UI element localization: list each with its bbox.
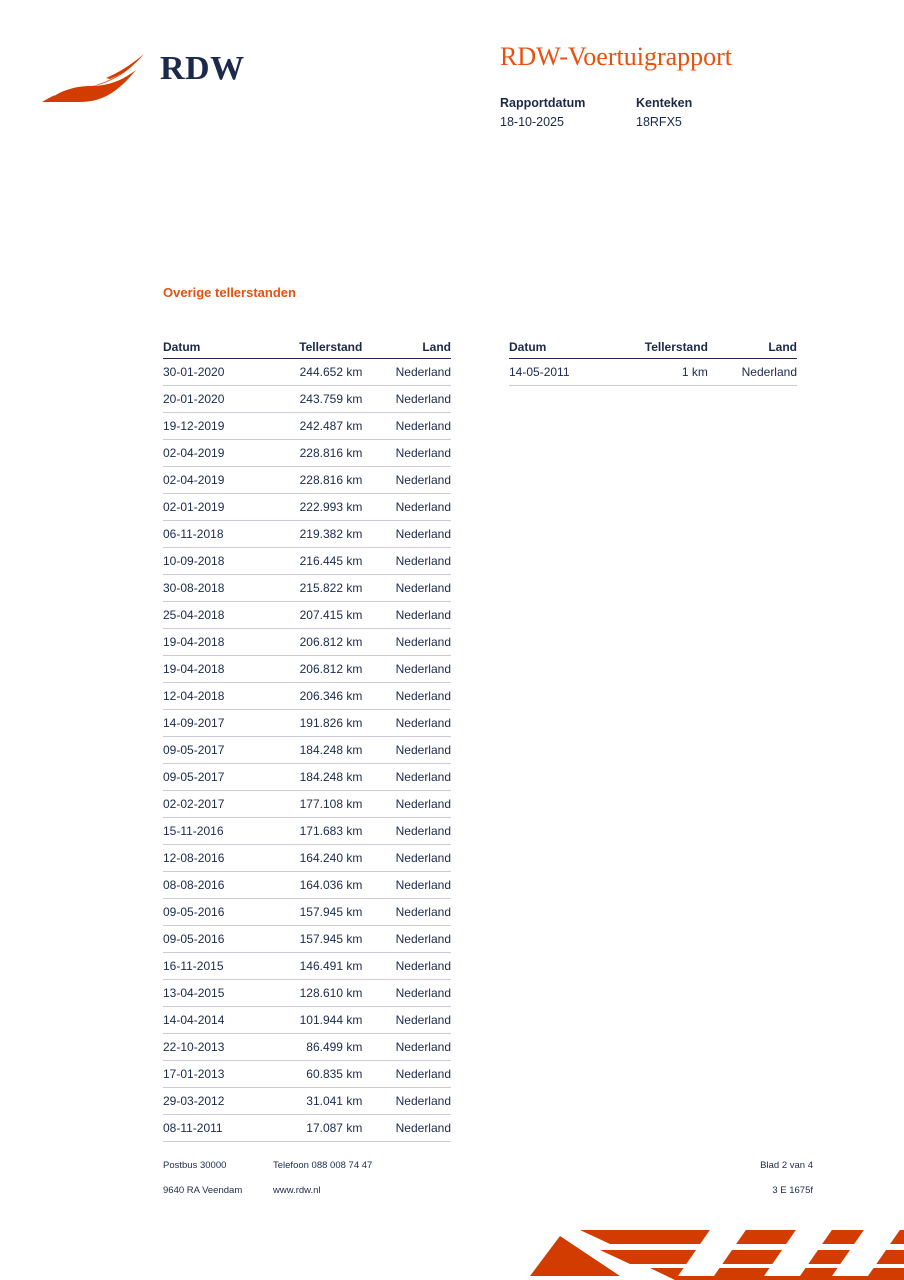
cell-land: Nederland <box>362 683 451 710</box>
cell-tellerstand: 86.499 km <box>261 1034 362 1061</box>
cell-land: Nederland <box>362 548 451 575</box>
cell-tellerstand: 157.945 km <box>261 899 362 926</box>
rdw-logo-icon <box>40 52 150 108</box>
cell-tellerstand: 164.036 km <box>261 872 362 899</box>
cell-tellerstand: 206.812 km <box>261 656 362 683</box>
cell-tellerstand: 157.945 km <box>261 926 362 953</box>
cell-datum: 19-12-2019 <box>163 413 261 440</box>
column-header-land: Land <box>362 340 451 359</box>
table-row <box>163 575 451 602</box>
footer-address-line-1: Postbus 30000 <box>163 1160 227 1171</box>
cell-tellerstand: 171.683 km <box>261 818 362 845</box>
report-date-label: Rapportdatum <box>500 96 586 110</box>
cell-datum: 17-01-2013 <box>163 1061 261 1088</box>
table-row <box>163 818 451 845</box>
cell-datum: 20-01-2020 <box>163 386 261 413</box>
license-plate-label: Kenteken <box>636 96 693 110</box>
cell-tellerstand: 222.993 km <box>261 494 362 521</box>
table-row <box>163 683 451 710</box>
cell-land: Nederland <box>362 764 451 791</box>
table-row <box>163 548 451 575</box>
cell-datum: 22-10-2013 <box>163 1034 261 1061</box>
table-row <box>163 1115 451 1142</box>
cell-datum: 30-01-2020 <box>163 359 261 386</box>
column-header-datum: Datum <box>509 340 606 359</box>
table-row <box>163 737 451 764</box>
table-row <box>163 521 451 548</box>
cell-land: Nederland <box>362 656 451 683</box>
cell-datum: 19-04-2018 <box>163 656 261 683</box>
table-row <box>163 1034 451 1061</box>
column-header-land: Land <box>708 340 797 359</box>
cell-land: Nederland <box>362 1007 451 1034</box>
table-row <box>163 1088 451 1115</box>
cell-land: Nederland <box>362 494 451 521</box>
cell-tellerstand: 242.487 km <box>261 413 362 440</box>
cell-land: Nederland <box>362 1061 451 1088</box>
footer-page-info: Blad 2 van 4 <box>760 1160 813 1171</box>
cell-tellerstand: 207.415 km <box>261 602 362 629</box>
cell-datum: 15-11-2016 <box>163 818 261 845</box>
column-header-datum: Datum <box>163 340 261 359</box>
rdw-logo-text: RDW <box>160 50 245 87</box>
cell-datum: 14-05-2011 <box>509 359 606 386</box>
cell-land: Nederland <box>362 980 451 1007</box>
table-row <box>163 1061 451 1088</box>
license-plate-value: 18RFX5 <box>636 115 682 129</box>
cell-datum: 09-05-2017 <box>163 764 261 791</box>
cell-land: Nederland <box>708 359 797 386</box>
cell-datum: 09-05-2017 <box>163 737 261 764</box>
section-title-overige-tellerstanden: Overige tellerstanden <box>163 285 296 300</box>
footer-website[interactable]: www.rdw.nl <box>273 1185 321 1196</box>
cell-tellerstand: 216.445 km <box>261 548 362 575</box>
cell-land: Nederland <box>362 953 451 980</box>
rdw-logo <box>40 38 300 118</box>
cell-land: Nederland <box>362 386 451 413</box>
cell-datum: 02-04-2019 <box>163 440 261 467</box>
cell-datum: 13-04-2015 <box>163 980 261 1007</box>
cell-land: Nederland <box>362 1088 451 1115</box>
table-row <box>163 845 451 872</box>
cell-tellerstand: 146.491 km <box>261 953 362 980</box>
cell-datum: 10-09-2018 <box>163 548 261 575</box>
cell-land: Nederland <box>362 710 451 737</box>
cell-land: Nederland <box>362 872 451 899</box>
table-header-row <box>163 340 451 359</box>
cell-datum: 02-01-2019 <box>163 494 261 521</box>
cell-tellerstand: 184.248 km <box>261 737 362 764</box>
table-row <box>163 1007 451 1034</box>
cell-land: Nederland <box>362 413 451 440</box>
cell-datum: 09-05-2016 <box>163 899 261 926</box>
cell-datum: 29-03-2012 <box>163 1088 261 1115</box>
cell-land: Nederland <box>362 737 451 764</box>
cell-land: Nederland <box>362 575 451 602</box>
cell-datum: 14-04-2014 <box>163 1007 261 1034</box>
cell-datum: 30-08-2018 <box>163 575 261 602</box>
cell-land: Nederland <box>362 899 451 926</box>
footer-decorative-graphic <box>500 1218 904 1280</box>
table-row <box>509 359 797 386</box>
table-row <box>163 440 451 467</box>
table-row <box>163 980 451 1007</box>
cell-tellerstand: 228.816 km <box>261 467 362 494</box>
cell-land: Nederland <box>362 629 451 656</box>
cell-datum: 08-08-2016 <box>163 872 261 899</box>
footer-address-line-2: 9640 RA Veendam <box>163 1185 243 1196</box>
cell-tellerstand: 206.812 km <box>261 629 362 656</box>
cell-land: Nederland <box>362 845 451 872</box>
cell-land: Nederland <box>362 1034 451 1061</box>
table-row <box>163 656 451 683</box>
footer-form-code: 3 E 1675f <box>772 1185 813 1196</box>
cell-tellerstand: 243.759 km <box>261 386 362 413</box>
odometer-table-left <box>163 340 451 1142</box>
odometer-table-right <box>509 340 797 386</box>
cell-tellerstand: 191.826 km <box>261 710 362 737</box>
cell-datum: 16-11-2015 <box>163 953 261 980</box>
table-header-row <box>509 340 797 359</box>
cell-tellerstand: 1 km <box>606 359 708 386</box>
cell-tellerstand: 101.944 km <box>261 1007 362 1034</box>
cell-land: Nederland <box>362 359 451 386</box>
cell-tellerstand: 206.346 km <box>261 683 362 710</box>
cell-datum: 25-04-2018 <box>163 602 261 629</box>
cell-datum: 14-09-2017 <box>163 710 261 737</box>
table-row <box>163 926 451 953</box>
table-row <box>163 413 451 440</box>
cell-datum: 02-02-2017 <box>163 791 261 818</box>
document-header <box>0 30 904 150</box>
cell-tellerstand: 17.087 km <box>261 1115 362 1142</box>
cell-tellerstand: 128.610 km <box>261 980 362 1007</box>
document-footer <box>163 1160 813 1210</box>
cell-datum: 08-11-2011 <box>163 1115 261 1142</box>
cell-land: Nederland <box>362 818 451 845</box>
footer-contact-line-1: Telefoon 088 008 74 47 <box>273 1160 373 1171</box>
cell-land: Nederland <box>362 791 451 818</box>
cell-tellerstand: 164.240 km <box>261 845 362 872</box>
table-row <box>163 602 451 629</box>
cell-datum: 02-04-2019 <box>163 467 261 494</box>
page-title: RDW-Voertuigrapport <box>500 42 733 71</box>
cell-land: Nederland <box>362 1115 451 1142</box>
cell-tellerstand: 215.822 km <box>261 575 362 602</box>
table-row <box>163 629 451 656</box>
table-row <box>163 764 451 791</box>
table-row <box>163 710 451 737</box>
cell-land: Nederland <box>362 521 451 548</box>
cell-tellerstand: 31.041 km <box>261 1088 362 1115</box>
cell-tellerstand: 184.248 km <box>261 764 362 791</box>
cell-tellerstand: 60.835 km <box>261 1061 362 1088</box>
cell-land: Nederland <box>362 602 451 629</box>
table-row <box>163 386 451 413</box>
cell-tellerstand: 219.382 km <box>261 521 362 548</box>
table-row <box>163 359 451 386</box>
cell-datum: 12-08-2016 <box>163 845 261 872</box>
cell-tellerstand: 228.816 km <box>261 440 362 467</box>
cell-datum: 12-04-2018 <box>163 683 261 710</box>
table-row <box>163 791 451 818</box>
cell-datum: 19-04-2018 <box>163 629 261 656</box>
table-row <box>163 494 451 521</box>
cell-land: Nederland <box>362 467 451 494</box>
table-row <box>163 872 451 899</box>
column-header-tellerstand: Tellerstand <box>261 340 362 359</box>
cell-land: Nederland <box>362 926 451 953</box>
table-row <box>163 953 451 980</box>
table-row <box>163 899 451 926</box>
cell-land: Nederland <box>362 440 451 467</box>
cell-tellerstand: 177.108 km <box>261 791 362 818</box>
cell-tellerstand: 244.652 km <box>261 359 362 386</box>
report-date-value: 18-10-2025 <box>500 115 564 129</box>
column-header-tellerstand: Tellerstand <box>606 340 708 359</box>
cell-datum: 09-05-2016 <box>163 926 261 953</box>
cell-datum: 06-11-2018 <box>163 521 261 548</box>
table-row <box>163 467 451 494</box>
report-meta <box>500 96 860 129</box>
